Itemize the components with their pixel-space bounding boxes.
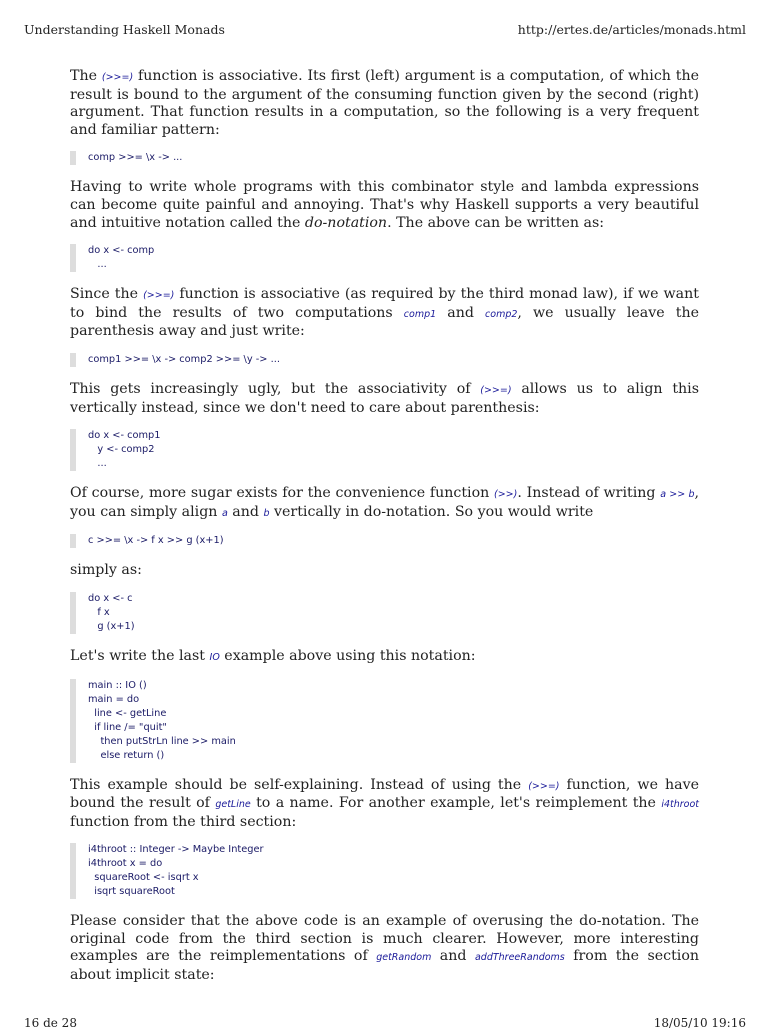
inline-code: (>>=): [143, 290, 175, 302]
paragraph-associative: The (>>=) function is associative. Its first (left) argument is a computation, of which the result is bound to the argument of the consuming function given by the second (right) argument. That function results in a computation, so the following is a very frequent and familiar pattern:: [70, 68, 699, 138]
footer-date: 18/05/10 19:16: [653, 1016, 746, 1030]
paragraph-simply-as: simply as:: [70, 562, 142, 579]
inline-code: IO: [209, 651, 220, 663]
inline-code: a: [221, 507, 228, 519]
footer-page-number: 16 de 28: [24, 1016, 77, 1030]
emphasis-do-notation: do-notation: [304, 214, 388, 231]
inline-code: getLine: [215, 799, 251, 811]
inline-code: comp1: [403, 308, 437, 320]
page-footer: [24, 1016, 746, 1030]
code-block: do x <- c f x g (x+1): [70, 592, 699, 634]
header-title: Understanding Haskell Monads: [24, 22, 225, 37]
inline-code: (>>=): [528, 780, 560, 792]
code-block: main :: IO () main = do line <- getLine if line /= "quit" then putStrLn line >> main else return (): [70, 679, 699, 763]
inline-code: addThreeRandoms: [474, 952, 565, 964]
paragraph-io-example: Let's write the last IO example above using this notation:: [70, 647, 476, 664]
paragraph-sugar: Of course, more sugar exists for the convenience function (>>). Instead of writing a >> b, you can simply align a and b vertically in do-notation. So you would write: [70, 485, 699, 520]
paragraph-overusing: Please consider that the above code is an example of overusing the do-notation. The original code from the third section is much clearer. However, more interesting examples are the reimplementations of getRandom and addThreeRandoms from the section about implicit state:: [70, 913, 699, 984]
inline-code: (>>=): [101, 72, 134, 83]
code-block: i4throot :: Integer -> Maybe Integer i4throot x = do squareRoot <- isqrt x isqrt squareRoot: [70, 843, 699, 899]
page-header: [24, 22, 746, 37]
paragraph-two-computations: Since the (>>=) function is associative (as required by the third monad law), if we want to bind the results of two computations comp1 and comp2, we usually leave the parenthesis away and just write:: [70, 286, 699, 340]
article-content: [70, 68, 699, 985]
inline-code: getRandom: [376, 952, 432, 964]
code-block: do x <- comp ...: [70, 244, 699, 272]
paragraph-do-notation: Having to write whole programs with this combinator style and lambda expressions can become quite painful and annoying. That's why Haskell supports a very beautiful and intuitive notation called the do-notation. The above can be written as:: [70, 179, 699, 231]
inline-code: b: [263, 507, 270, 519]
code-block: c >>= \x -> f x >> g (x+1): [70, 534, 699, 548]
inline-code: (>>=): [480, 384, 512, 396]
paragraph-self-explaining: This example should be self-explaining. Instead of using the (>>=) function, we have bound the result of getLine to a name. For another example, let's reimplement the i4throot function from the third section:: [70, 776, 700, 830]
header-url: http://ertes.de/articles/monads.html: [517, 22, 746, 37]
code-block: do x <- comp1 y <- comp2 ...: [70, 429, 699, 471]
inline-code: i4throot: [661, 799, 700, 811]
code-block: comp >>= \x -> ...: [70, 151, 699, 165]
paragraph-ugly: This gets increasingly ugly, but the associativity of (>>=) allows us to align this vertically instead, since we don't need to care about parenthesis:: [70, 380, 699, 416]
inline-code: (>>): [494, 489, 518, 501]
inline-code: a >> b: [660, 489, 695, 501]
code-block: comp1 >>= \x -> comp2 >>= \y -> ...: [70, 353, 699, 367]
inline-code: comp2: [485, 308, 518, 320]
